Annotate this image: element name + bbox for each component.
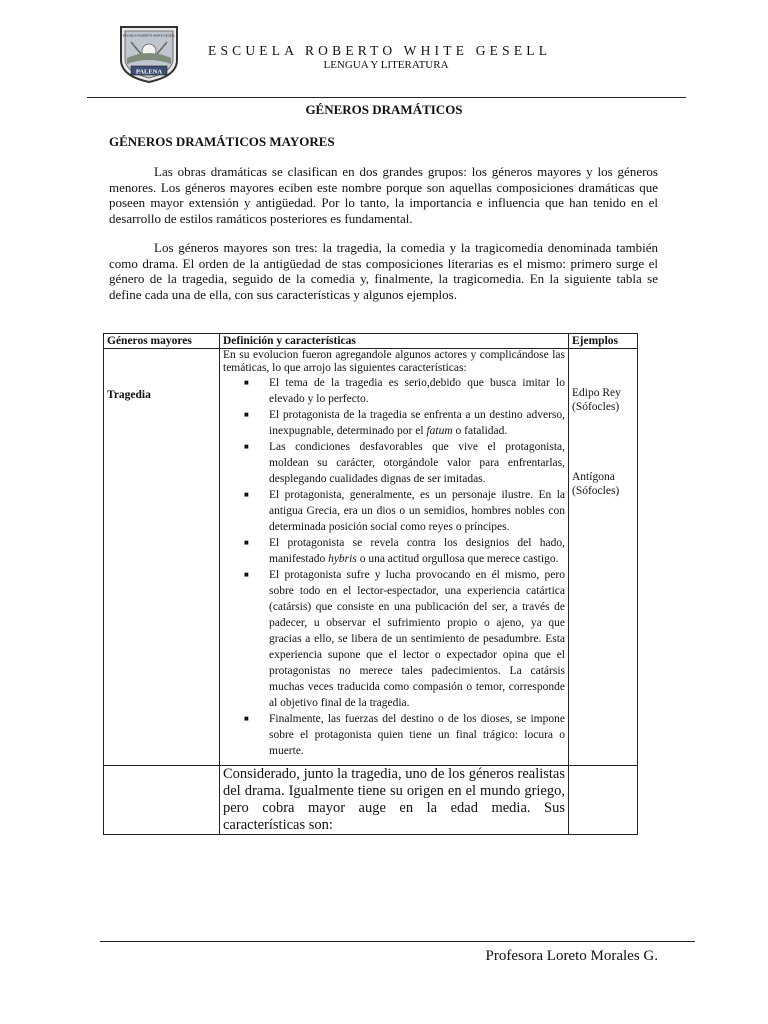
header-genre: Géneros mayores bbox=[104, 334, 220, 349]
example-edipo-rey: Edipo Rey (Sófocles) bbox=[572, 387, 621, 413]
footer-divider bbox=[100, 941, 695, 942]
teacher-signature: Profesora Loreto Morales G. bbox=[485, 948, 658, 964]
paragraph-2: Los géneros mayores son tres: la tragedia, la comedia y la tragicomedia denominada también como drama. El orden de la antigüedad de stas composiciones literarias es el mismo: primero surge el género de la tragedia, seguido de la comedia y, finalmente, la tragicomedia. En la siguiente tabla se define cada una de ella, con sus características y algunos ejemplos. bbox=[109, 240, 658, 302]
table-row-comedia bbox=[104, 766, 638, 835]
genre-tragedia: Tragedia bbox=[104, 349, 220, 766]
list-item: ■ Finalmente, las fuerzas del destino o de los dioses, se impone sobre el protagonista quien tiene un final trágico: locura o muerte. bbox=[244, 713, 565, 757]
bullet-icon: ■ bbox=[244, 410, 249, 419]
tragedia-intro: En su evolucion fueron agregandole algunos actores y complicándose las temáticas, lo que arrojo las siguientes características: bbox=[223, 349, 565, 374]
bullet-icon: ■ bbox=[244, 378, 249, 387]
list-item: ■ El protagonista se revela contra los designios del hado, manifestado hybris o una actitud orgullosa que merece castigo. bbox=[244, 537, 565, 565]
characteristics-list bbox=[223, 375, 565, 759]
bullet-icon: ■ bbox=[244, 490, 249, 499]
header-divider bbox=[87, 97, 686, 98]
logo-banner-text: PALENA bbox=[135, 68, 163, 76]
bullet-icon: ■ bbox=[244, 570, 249, 579]
bullet-icon: ■ bbox=[244, 714, 249, 723]
bullet-icon: ■ bbox=[244, 538, 249, 547]
document-title: GÉNEROS DRAMÁTICOS bbox=[305, 102, 463, 117]
examples-tragedia bbox=[569, 349, 638, 766]
paragraph-1: Las obras dramáticas se clasifican en dos grandes grupos: los géneros mayores y los géneros menores. Los géneros mayores eciben este nombre porque son aquellas composiciones dramáticas que poseen mayor extensión y antigüedad. Por lo tanto, la importancia e influencia que han tenido en el desarrollo de estilos ramáticos posteriores es fundamental. bbox=[109, 164, 658, 226]
list-item: ■ El protagonista de la tragedia se enfrenta a un destino adverso, inexpugnable, determinado por el fatum o fatalidad. bbox=[244, 409, 565, 437]
genres-table bbox=[103, 333, 638, 835]
definition-comedia: Considerado, junto la tragedia, uno de los géneros realistas del drama. Igualmente tiene su origen en el mundo griego, pero cobra mayor auge en la edad media. Sus características son: bbox=[220, 766, 569, 835]
list-item: ■ Las condiciones desfavorables que vive el protagonista, moldean su carácter, otorgándole valor para enfrentarlas, desplegando cualidades dignas de ser imitadas. bbox=[244, 441, 565, 485]
genre-comedia bbox=[104, 766, 220, 835]
definition-tragedia bbox=[220, 349, 569, 766]
table-header-row bbox=[104, 334, 638, 349]
examples-comedia bbox=[569, 766, 638, 835]
header-examples: Ejemplos bbox=[569, 334, 638, 349]
school-name: ESCUELA ROBERTO WHITE GESELL bbox=[208, 43, 552, 58]
header-definition: Definición y características bbox=[220, 334, 569, 349]
bullet-icon: ■ bbox=[244, 442, 249, 451]
logo-arc-text: ESCUELA ROBERTO WHITE GESELL bbox=[122, 33, 176, 38]
table-row-tragedia bbox=[104, 349, 638, 766]
subject-name: LENGUA Y LITERATURA bbox=[323, 59, 449, 71]
list-item: ■ El tema de la tragedia es serio,debido que busca imitar lo elevado y lo perfecto. bbox=[244, 377, 565, 405]
school-logo bbox=[117, 24, 181, 84]
example-antigona: Antígona (Sófocles) bbox=[572, 471, 620, 497]
list-item: ■ El protagonista, generalmente, es un personaje ilustre. En la antigua Grecia, era un dios o un semidios, hombres nobles con determinada posición social como reyes o príncipes. bbox=[244, 489, 565, 533]
list-item: ■ El protagonista sufre y lucha provocando en él mismo, pero sobre todo en el lector-espectador, una experiencia catártica (catársis) que consiste en una publicación del ser, a través de padecer, u observar el sufrimiento propio o ajeno, ya que gracias a ello, se libera de un sentimiento de pesadumbre. Esta experiencia supone que el lector o expectador opina que el protagonistas no merece tales padecimientos. La catársis muchas veces traducida como compasión o temor, corresponde al objetivo final de la tragedia. bbox=[244, 569, 565, 709]
section-title: GÉNEROS DRAMÁTICOS MAYORES bbox=[109, 134, 335, 149]
